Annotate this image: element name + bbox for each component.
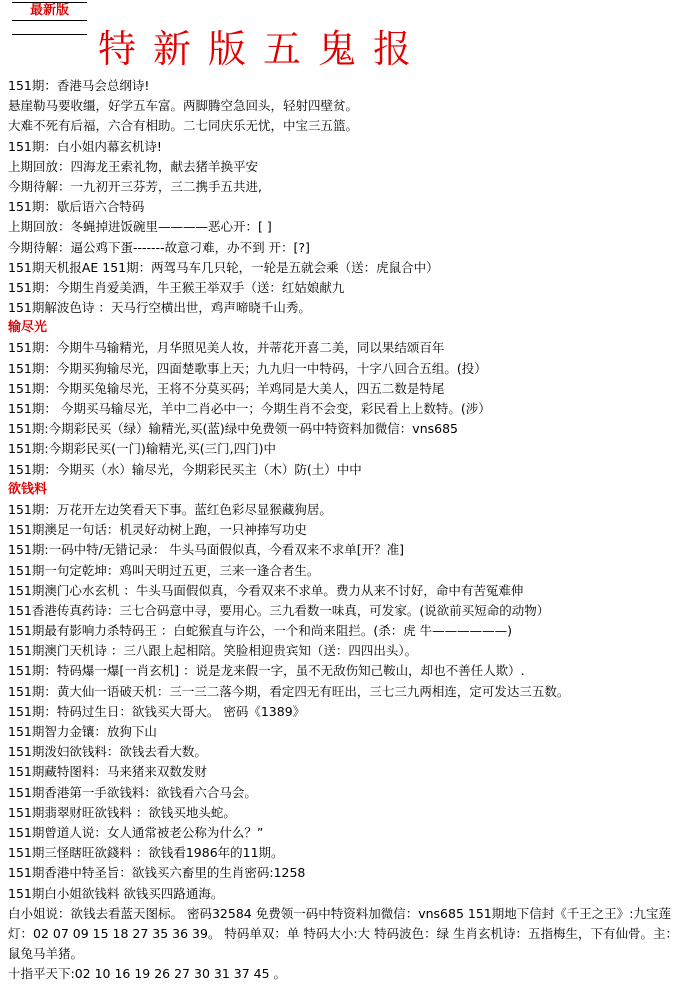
- text-line: 151期：今期买兔输尽光，王将不分莫买码；羊鸡同是大美人，四五二数是特尾: [8, 380, 445, 396]
- text-line: 151期香港中特圣旨：欲钱买六畜里的生肖密码:1258: [8, 865, 306, 881]
- text-line: 151期：今期牛马输精光，月华照见美人妆，并蒂花开喜二美，同以果结颂百年: [8, 340, 445, 356]
- text-line: 151期：歇后语六合特码: [8, 199, 145, 215]
- text-line: 151期三怪瞎旺欲錢料 ：欲钱看1986年的11期。: [8, 845, 284, 861]
- section-title-desire-money: 欲钱料: [8, 481, 48, 497]
- text-line: 151期：香港马会总纲诗!: [8, 78, 150, 93]
- text-line: 151期白小姐欲钱料 欲钱买四路通海。: [8, 885, 224, 901]
- text-line: 151期一句定乾坤：鸡叫天明过五更，三来一逢合者生。: [8, 562, 320, 578]
- text-line: 151期曾道人说：女人通常被老公称为什么？”: [8, 824, 264, 840]
- header-divider: [12, 34, 87, 35]
- text-line: 151期:一码中特/无错记录： 牛头马面假似真，今看双来不求单[开？准]: [8, 542, 405, 558]
- text-line: 151期：万花开左边笑看天下事。蓝红色彩尽显猴藏狗居。: [8, 501, 332, 517]
- text-line: 151期：今期买（水）输尽光，今期彩民买主（木）防(土）中中: [8, 461, 362, 477]
- poem-section-block: [8, 76, 688, 318]
- page-title: 特新版五鬼报: [98, 27, 429, 71]
- text-line: 悬崖勒马要收缰，好学五车富。两脚腾空急回头，轻射四壁贫。: [8, 98, 359, 114]
- text-line: 151期： 今期买马输尽光，羊中二肖必中一；今期生肖不会变，彩民看上上数特。(涉）: [8, 401, 491, 416]
- text-line: 151期：今期生肖爱美酒，牛王猴王举双手（送：红姑娘献九: [8, 279, 345, 295]
- text-line: 151期:今期彩民买(一门)输精光,买(三门,四门)中: [8, 441, 277, 457]
- text-line: 151香港传真药诗：三七合码意中寻，要用心。三九看数一味真，可发家。(说欲前买短命的动物）: [8, 602, 550, 618]
- text-line: 151期：今期买狗输尽光，四面楚歌事上天；九九归一中特码，十字八回合五组。(投）: [8, 360, 487, 376]
- text-line: 上期回放：冬蝇掉进饭碗里————恶心开：[ ]: [8, 219, 272, 235]
- text-line: 151期澳门心水玄机 ：牛头马面假似真，今看双来不求单。费力从来不讨好，命中有苦冤难伸: [8, 582, 524, 598]
- document-body: [8, 76, 688, 984]
- text-line: 151期最有影响力杀特码王 ：白蛇猴直与许公，一个和尚来阻拦。(杀：虎 牛——————): [8, 623, 513, 639]
- final-numbers-line: 十指平天下:02 10 16 19 26 27 30 31 37 45 。: [8, 966, 287, 982]
- text-line: 151期：白小姐内幕玄机诗!: [8, 138, 162, 154]
- text-line: 151期澳门天机诗 ：三八跟上起相陪。笑脸相迎贵宾知（送：四四出头）。: [8, 643, 418, 659]
- text-line: 151期藏特图料：马来猪来双数发财: [8, 764, 207, 780]
- desire-money-block: [8, 500, 688, 904]
- closing-paragraph: 白小姐说：欲钱去看蓝天图标。 密码32584 免费领一码中特资料加微信：vns685 151期地下信封《千王之王》:九宝莲灯：02 07 09 15 18 27 35 36 39。 特码单双：单 特码大小:大 特码波色：绿 生肖玄机诗：五指梅生，下有仙骨。主：鼠兔马羊猪。: [8, 905, 679, 962]
- text-line: 151期智力金镶：放狗下山: [8, 724, 157, 739]
- text-line: 大难不死有后福，六合有相助。二七同庆乐无忧，中宝三五篮。: [8, 118, 359, 134]
- text-line: 上期回放：四海龙王索礼物，献去猪羊换平安: [8, 158, 259, 174]
- text-line: 151期翡翠财旺欲钱料 ：欲钱买地头蛇。: [8, 804, 236, 820]
- text-line: 151期解波色诗 ：天马行空横出世，鸡声啼晓千山秀。: [8, 300, 311, 316]
- text-line: 今期待解：逼公鸡下蛋-------故意刁难，办不到 开：[?]: [8, 239, 310, 255]
- text-line: 151期：特码爆一爆[一肖玄机] ：说是龙来假一字，虽不无敌伤知己鞍山，却也不善任人欺）.: [8, 663, 525, 679]
- text-line: 151期天机报AE 151期：两驾马车几只轮，一轮是五就会乘（送：虎鼠合中）: [8, 259, 439, 275]
- text-line: 151期澳足一句话：机灵好动树上跑，一只神捧写功史: [8, 522, 307, 538]
- lose-all-block: [8, 338, 688, 479]
- text-line: 151期：黄大仙一语破天机：三一三二落今期，看定四无有旺出，三七三九两相连，定可发达三五数。: [8, 683, 570, 699]
- text-line: 151期泼妇欲钱料：欲钱去看大数。: [8, 744, 207, 760]
- text-line: 151期：特码过生日：欲钱买大哥大。 密码《1389》: [8, 703, 306, 719]
- section-title-lose-all: 输尽光: [8, 320, 48, 336]
- text-line: 今期待解：一九初开三芬芳，三二携手五共进,: [8, 178, 262, 194]
- edition-badge: 最新版: [12, 2, 87, 21]
- text-line: 151期:今期彩民买（绿）输精光,买(蓝)绿中免费领一码中特资料加微信：vns685: [8, 421, 458, 437]
- text-line: 151期香港第一手欲钱料：欲钱看六合马会。: [8, 784, 257, 800]
